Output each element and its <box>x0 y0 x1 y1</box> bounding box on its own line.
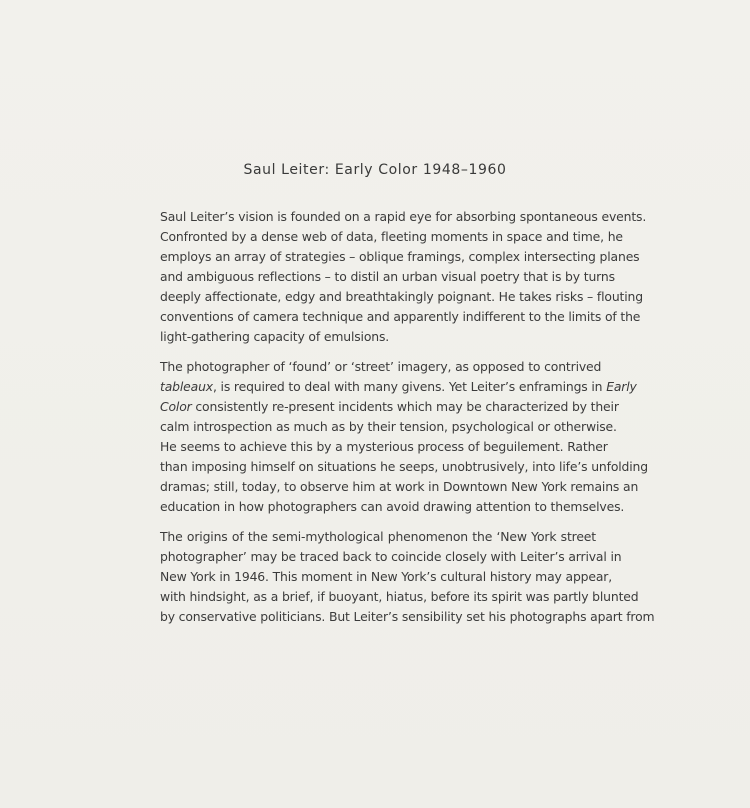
text-line: Confronted by a dense web of data, fleeting moments in space and time, he <box>160 229 623 244</box>
text-line: conventions of camera technique and apparently indifferent to the limits of the <box>160 309 641 324</box>
text-line: and ambiguous reflections – to distil an urban visual poetry that is by turns <box>160 269 615 284</box>
text-line: education in how photographers can avoid drawing attention to themselves. <box>160 499 625 514</box>
text-line: He seems to achieve this by a mysterious process of beguilement. Rather <box>160 439 608 454</box>
paragraph-gap <box>160 347 596 357</box>
text-line: New York in 1946. This moment in New York’s cultural history may appear, <box>160 569 613 584</box>
text-line: than imposing himself on situations he seeps, unobtrusively, into life’s unfolding <box>160 459 648 474</box>
text-line: by conservative politicians. But Leiter’s sensibility set his photographs apart from <box>160 609 655 624</box>
page-title: Saul Leiter: Early Color 1948–1960 <box>243 162 507 178</box>
text-line: The origins of the semi-mythological phenomenon the ‘New York street <box>160 529 596 544</box>
text-line: The photographer of ‘found’ or ‘street’ imagery, as opposed to contrived <box>160 359 602 374</box>
text-line: Color consistently re-present incidents which may be characterized by their <box>160 399 619 414</box>
text-line: photographer’ may be traced back to coincide closely with Leiter’s arrival in <box>160 549 622 564</box>
text-line: dramas; still, today, to observe him at work in Downtown New York remains an <box>160 479 639 494</box>
text-line: calm introspection as much as by their tension, psychological or otherwise. <box>160 419 617 434</box>
text-line: deeply affectionate, edgy and breathtakingly poignant. He takes risks – flouting <box>160 289 643 304</box>
text-line: employs an array of strategies – oblique framings, complex intersecting planes <box>160 249 640 264</box>
paragraph-gap <box>160 517 596 527</box>
text-line: light-gathering capacity of emulsions. <box>160 329 390 344</box>
text-line: Saul Leiter’s vision is founded on a rapid eye for absorbing spontaneous events. <box>160 209 647 224</box>
text-line: tableaux, is required to deal with many givens. Yet Leiter’s enframings in Early <box>160 379 637 394</box>
text-line: with hindsight, as a brief, if buoyant, hiatus, before its spirit was partly blunted <box>160 589 639 604</box>
body-text <box>160 207 655 627</box>
